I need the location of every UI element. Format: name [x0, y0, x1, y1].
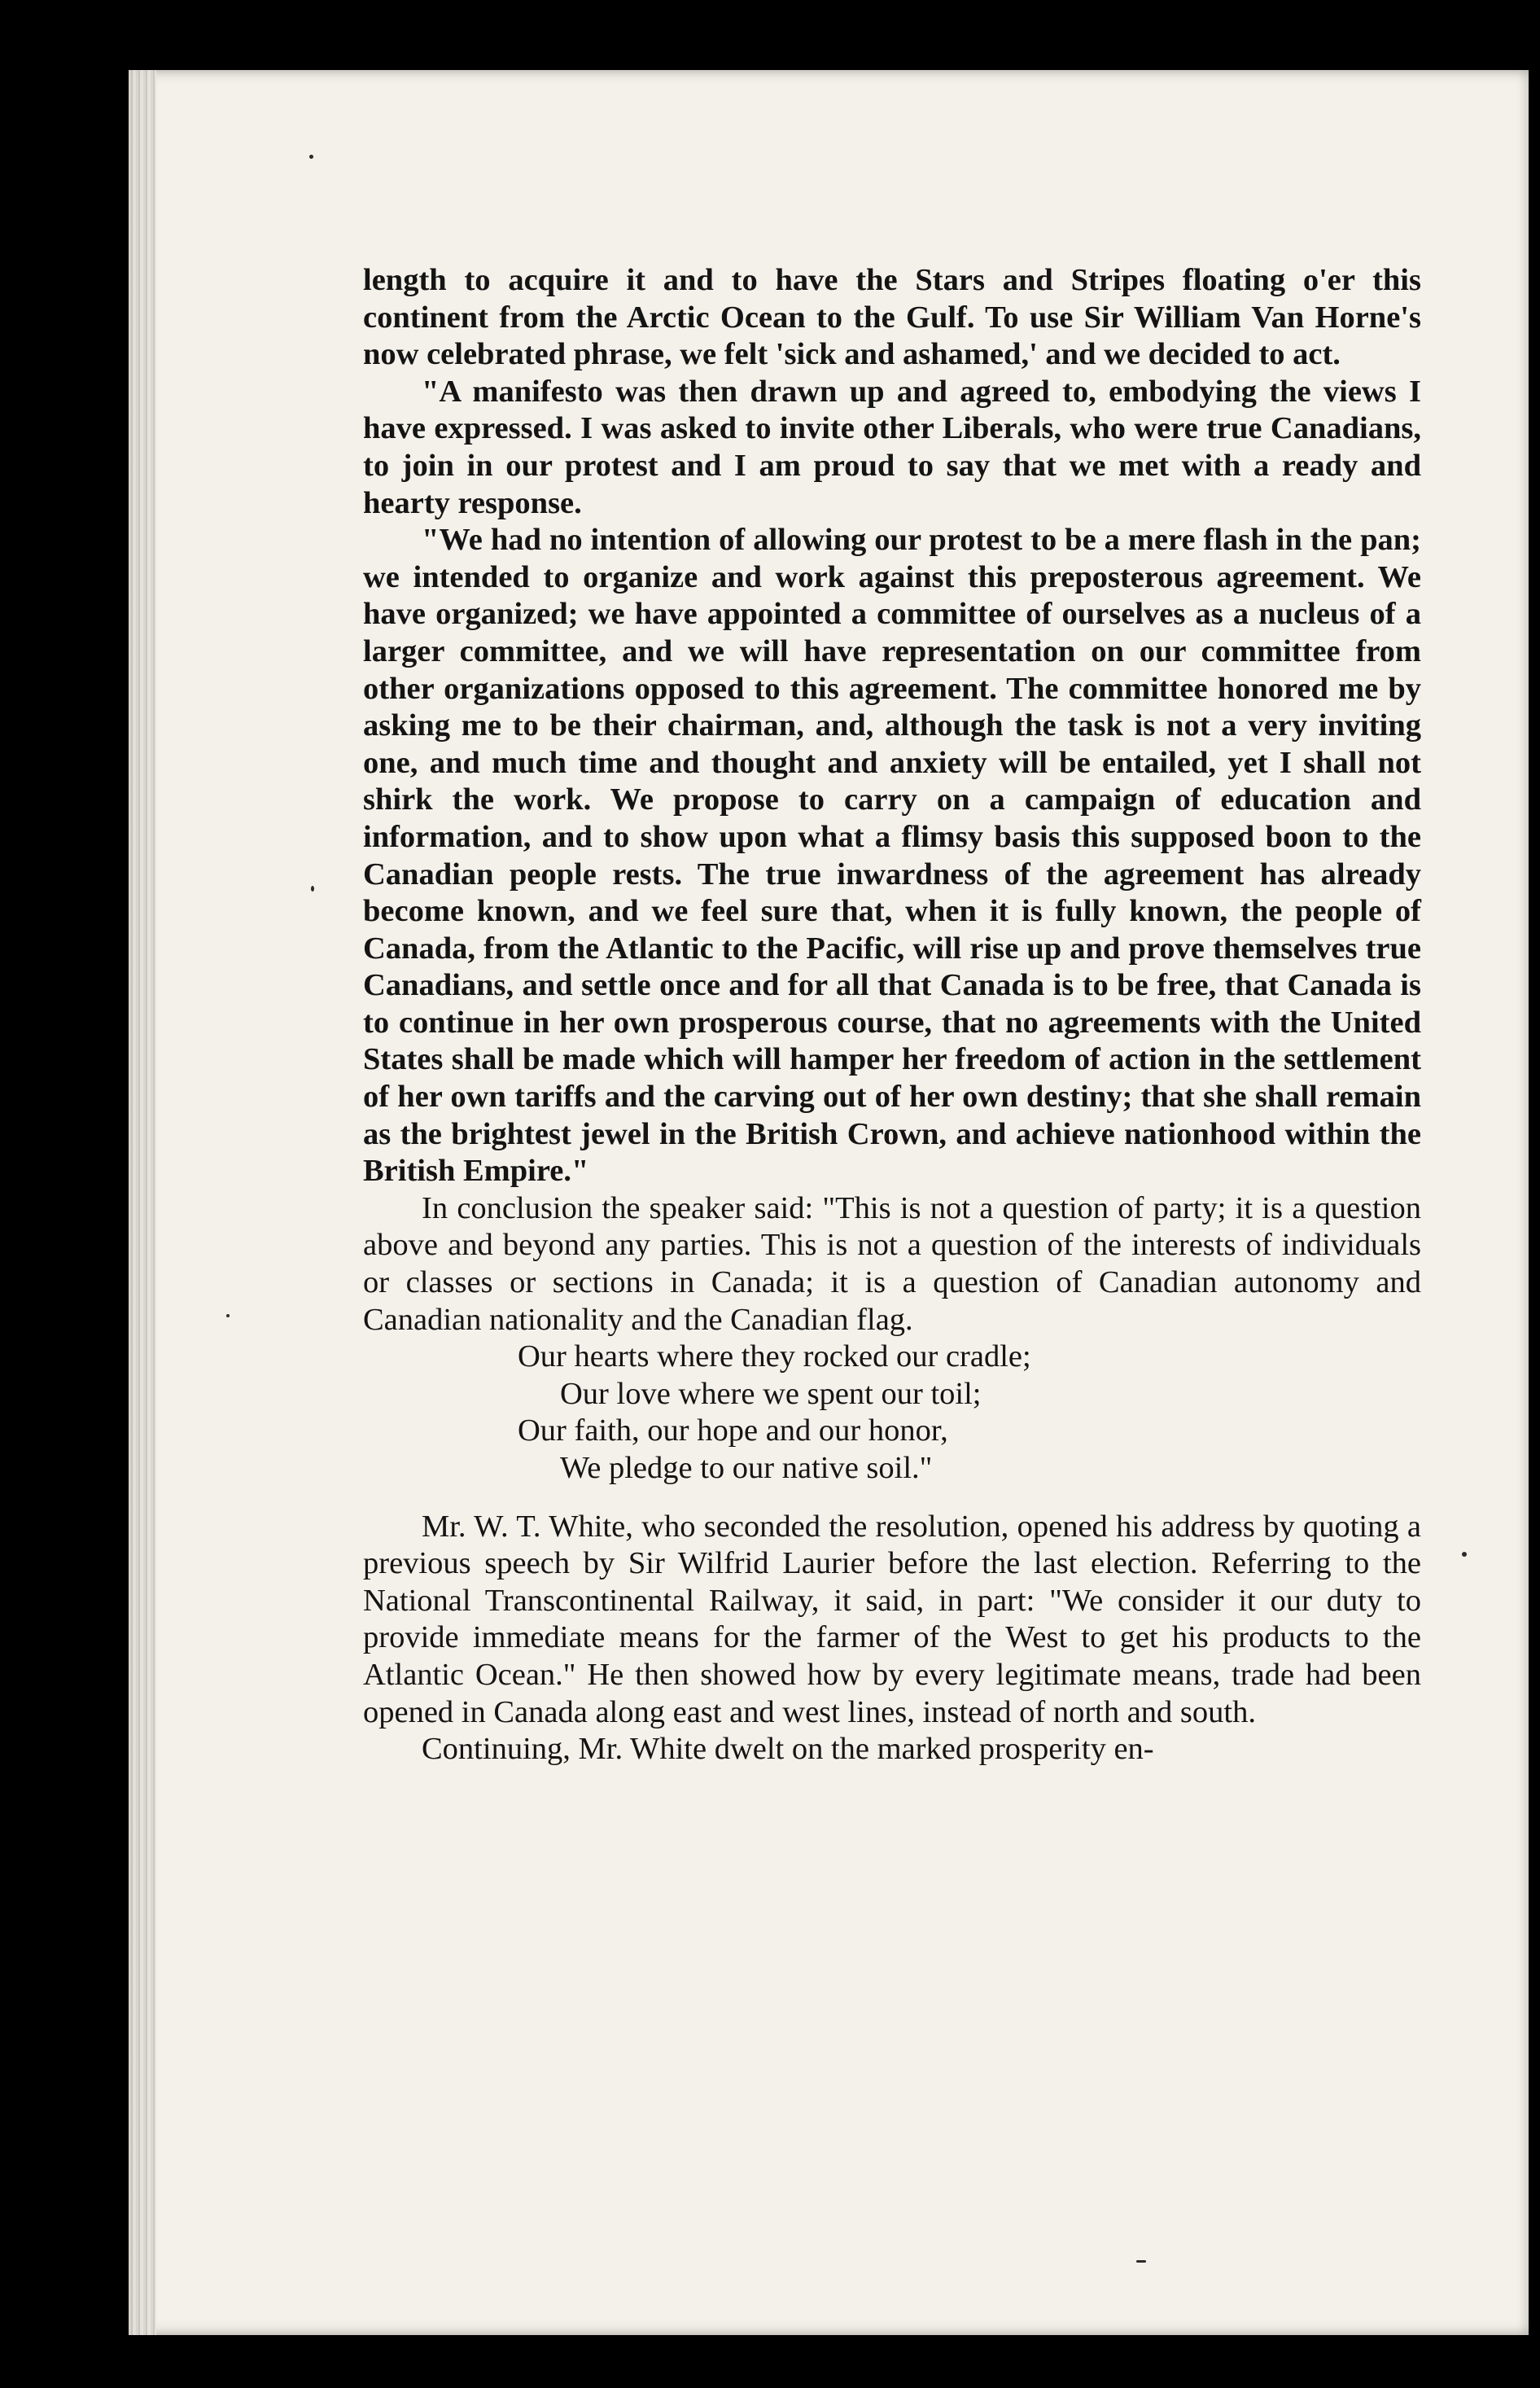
paragraph-p6: Continuing, Mr. White dwelt on the marked prosperity en-: [422, 1732, 1154, 1767]
paragraph-p5: Mr. W. T. White, who seconded the resolution, opened his address by quoting a previous speech by Sir Wilfrid Laurier before the last election. Referring to the National Transcontinental Railway, it said, in part: "We consider it our duty to provide immediate means for the farmer of the West to get his products to the Atlantic Ocean." He then showed how by every legitimate means, trade had been opened in Canada along east and west lines, instead of north and south.: [363, 1509, 1421, 1729]
page-binding-edge: [129, 70, 156, 2335]
paragraph-p4: In conclusion the speaker said: "This is not a question of party; it is a question above and beyond any parties. This is not a question of the interests of individuals or classes or sections in Canada; it is a question of Canadian autonomy and Canadian nationality and the Canadian flag.: [363, 1190, 1421, 1337]
poem-line: Our hearts where they rocked our cradle;: [518, 1339, 1031, 1374]
poem-line: Our love where we spent our toil;: [560, 1376, 982, 1411]
white-speech-section: [363, 1509, 1421, 1768]
dust-speck: [1136, 2260, 1146, 2263]
article-text: [363, 262, 1421, 1768]
dust-speck: [309, 155, 313, 159]
regular-section: [363, 1190, 1421, 1339]
poem-line: We pledge to our native soil.": [560, 1451, 933, 1485]
dust-speck: [226, 1314, 230, 1317]
dust-speck: [311, 886, 314, 892]
poem-stanza: [363, 1339, 1421, 1487]
paragraph-p3: "We had no intention of allowing our protest to be a mere flash in the pan; we intended to organize and work against this preposterous agreement. We have organized; we have appointed a committee of ourselves as a nucleus of a larger committee, and we will have representation on our committee from other organizations opposed to this agreement. The committee honored me by asking me to be their chairman, and, although the task is not a very inviting one, and much time and thought and anxiety will be entailed, yet I shall not shirk the work. We propose to carry on a campaign of education and information, and to show upon what a flimsy basis this supposed boon to the Canadian people rests. The true inwardness of the agreement has already become known, and we feel sure that, when it is fully known, the people of Canada, from the Atlantic to the Pacific, will rise up and prove themselves true Canadians, and settle once and for all that Canada is to be free, that Canada is to continue in her own prosperous course, that no agreements with the United States shall be made which will hamper her freedom of action in the settlement of her own tariffs and the carving out of her own destiny; that she shall remain as the brightest jewel in the British Crown, and achieve nationhood within the British Empire.": [363, 523, 1421, 1189]
paragraph-p2: "A manifesto was then drawn up and agreed to, embodying the views I have expressed. I was asked to invite other Liberals, who were true Canadians, to join in our protest and I am proud to say that we met with a ready and hearty response.: [363, 374, 1421, 520]
section-gap: [363, 1488, 1421, 1509]
paragraph-p1: length to acquire it and to have the Stars and Stripes floating o'er this continent from the Arctic Ocean to the Gulf. To use Sir William Van Horne's now celebrated phrase, we felt 'sick and ashamed,' and we decided to act.: [363, 263, 1421, 372]
dust-speck: [1462, 1552, 1467, 1557]
bold-section: [363, 262, 1421, 1190]
poem-line: Our faith, our hope and our honor,: [518, 1413, 948, 1448]
